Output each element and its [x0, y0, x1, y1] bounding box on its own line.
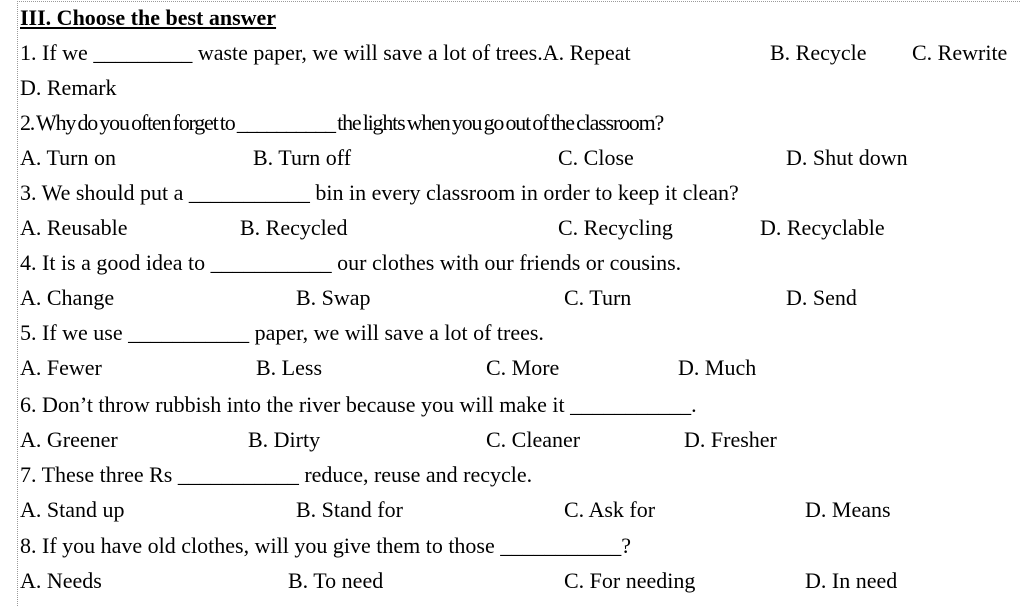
question-3-blank: ___________	[188, 180, 310, 205]
question-6-options	[20, 423, 1020, 457]
question-6-option-d: D. Fresher	[684, 427, 777, 452]
question-7-option-d: D. Means	[805, 497, 891, 522]
question-3-option-d: D. Recyclable	[760, 215, 885, 240]
question-6-option-a: A. Greener	[20, 427, 118, 452]
question-3-option-a: A. Reusable	[20, 215, 128, 240]
question-7-blank: ___________	[177, 462, 299, 487]
question-4-option-c: C. Turn	[564, 285, 632, 310]
question-4-option-a: A. Change	[20, 285, 115, 310]
question-8-stem-after: ?	[621, 533, 632, 558]
question-8-option-d: D. In need	[805, 568, 898, 593]
question-2-stem-after: the lights when you go out of the classroom?	[337, 110, 664, 135]
question-5-options	[20, 351, 1020, 385]
question-4-option-b: B. Swap	[296, 285, 371, 310]
section-title: III. Choose the best answer	[20, 5, 277, 30]
question-1-option-d: D. Remark	[20, 75, 117, 100]
question-4-option-d: D. Send	[786, 285, 857, 310]
question-2-option-b: B. Turn off	[253, 145, 352, 170]
question-4-stem-after: our clothes with our friends or cousins.	[337, 250, 682, 275]
question-2	[20, 106, 663, 140]
question-5	[20, 316, 544, 350]
question-7-stem-before: 7. These three Rs	[20, 462, 173, 487]
question-8-stem-before: 8. If you have old clothes, will you give them to those	[20, 533, 495, 558]
question-1-blank: _________	[93, 40, 193, 65]
question-5-option-c: C. More	[486, 355, 560, 380]
question-8-option-c: C. For needing	[564, 568, 696, 593]
question-3-option-c: C. Recycling	[558, 215, 673, 240]
question-7-options	[20, 493, 1020, 527]
question-6-blank: ___________	[570, 392, 692, 417]
question-2-stem-before: 2. Why do you often forget to	[20, 110, 235, 135]
question-8-option-b: B. To need	[288, 568, 384, 593]
question-4	[20, 246, 681, 280]
question-7	[20, 458, 532, 492]
question-1-option-c: C. Rewrite	[912, 40, 1008, 65]
question-5-option-a: A. Fewer	[20, 355, 102, 380]
question-7-option-b: B. Stand for	[296, 497, 403, 522]
question-1-stem-after: waste paper, we will save a lot of trees.	[197, 40, 543, 65]
question-2-option-c: C. Close	[558, 145, 634, 170]
question-2-option-d: D. Shut down	[786, 145, 908, 170]
question-2-option-a: A. Turn on	[20, 145, 116, 170]
question-5-stem-after: paper, we will save a lot of trees.	[254, 320, 544, 345]
question-6-option-c: C. Cleaner	[486, 427, 581, 452]
question-8	[20, 529, 631, 563]
question-3	[20, 176, 739, 210]
question-6-stem-after: .	[691, 392, 697, 417]
question-4-stem-before: 4. It is a good idea to	[20, 250, 206, 275]
question-8-options	[20, 564, 1020, 598]
question-8-blank: ___________	[500, 533, 622, 558]
question-1-wrap	[20, 71, 117, 105]
question-5-blank: ___________	[128, 320, 250, 345]
question-3-stem-before: 3. We should put a	[20, 180, 184, 205]
question-8-option-a: A. Needs	[20, 568, 102, 593]
question-1-option-a: A. Repeat	[542, 40, 631, 65]
question-2-blank: __________	[236, 110, 335, 135]
question-7-stem-after: reduce, reuse and recycle.	[304, 462, 533, 487]
question-6	[20, 388, 697, 422]
question-1	[20, 36, 1020, 70]
question-1-option-b: B. Recycle	[770, 40, 867, 65]
question-6-option-b: B. Dirty	[248, 427, 321, 452]
question-7-option-c: C. Ask for	[564, 497, 656, 522]
question-2-options	[20, 141, 1020, 175]
question-4-blank: ___________	[210, 250, 332, 275]
question-6-stem-before: 6. Don’t throw rubbish into the river because you will make it	[20, 392, 565, 417]
question-5-stem-before: 5. If we use	[20, 320, 123, 345]
question-3-option-b: B. Recycled	[240, 215, 348, 240]
question-4-options	[20, 281, 1020, 315]
question-3-options	[20, 211, 1020, 245]
question-7-option-a: A. Stand up	[20, 497, 125, 522]
question-1-stem-before: 1. If we	[20, 40, 88, 65]
question-5-option-d: D. Much	[678, 355, 757, 380]
question-5-option-b: B. Less	[256, 355, 322, 380]
question-3-stem-after: bin in every classroom in order to keep it clean?	[315, 180, 739, 205]
